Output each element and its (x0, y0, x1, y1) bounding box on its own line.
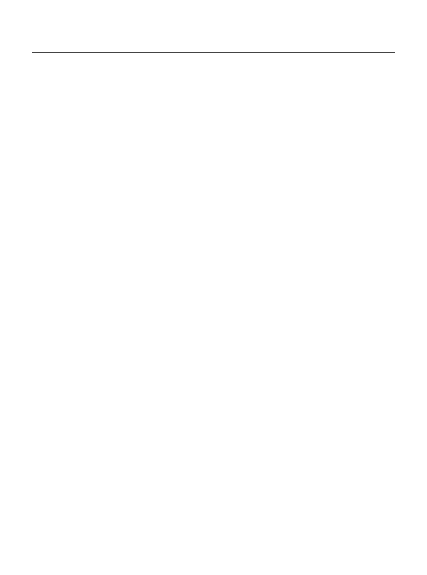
reference-entry (34, 86, 204, 112)
reference-line (241, 210, 394, 216)
reference-number (34, 112, 51, 138)
reference-text (241, 236, 394, 255)
reference-line (241, 268, 394, 274)
reference-line (51, 261, 204, 267)
reference-line (241, 112, 394, 118)
reference-entry (224, 177, 394, 196)
reference-entry (34, 138, 204, 164)
reference-number (34, 216, 51, 242)
reference-text (241, 256, 394, 275)
reference-text (241, 275, 394, 294)
reference-entry (224, 158, 394, 177)
reference-line (51, 131, 204, 137)
reference-number (224, 119, 241, 138)
reference-text (51, 242, 204, 268)
reference-line (241, 171, 394, 177)
reference-text (51, 190, 204, 216)
reference-entry (224, 80, 394, 99)
reference-entry (224, 236, 394, 255)
reference-line (51, 209, 204, 215)
reference-entry (34, 268, 204, 294)
reference-entry (224, 138, 394, 157)
reference-text (241, 197, 394, 216)
reference-number (34, 164, 51, 190)
reference-number (224, 80, 241, 99)
reference-text (51, 164, 204, 190)
reference-text (241, 80, 394, 99)
reference-number (224, 256, 241, 275)
reference-text (51, 112, 204, 138)
reference-number (34, 190, 51, 216)
reference-line (241, 288, 394, 294)
reference-column-right (224, 60, 394, 295)
reference-entry (34, 164, 204, 190)
reference-entry (224, 119, 394, 138)
reference-number (224, 158, 241, 177)
reference-entry (34, 216, 204, 242)
reference-entry (224, 60, 394, 79)
reference-number (34, 138, 51, 164)
reference-column-left (34, 60, 204, 294)
reference-entry (224, 217, 394, 236)
reference-number (224, 197, 241, 216)
reference-number (224, 236, 241, 255)
reference-entry (34, 190, 204, 216)
reference-line (51, 79, 204, 85)
reference-line (241, 92, 394, 98)
reference-number (224, 138, 241, 157)
reference-line (241, 190, 394, 196)
reference-entry (224, 275, 394, 294)
header-rule (32, 52, 395, 53)
reference-entry (224, 99, 394, 118)
reference-text (51, 216, 204, 242)
reference-line (51, 157, 204, 163)
reference-number (34, 268, 51, 294)
reference-line (51, 183, 204, 189)
reference-text (51, 86, 204, 112)
reference-text (241, 99, 394, 118)
reference-line (241, 151, 394, 157)
reference-entry (34, 242, 204, 268)
reference-number (224, 99, 241, 118)
reference-line (51, 235, 204, 241)
reference-line (51, 287, 204, 293)
reference-text (51, 60, 204, 86)
reference-entry (34, 112, 204, 138)
reference-line (241, 131, 394, 137)
reference-number (224, 275, 241, 294)
reference-text (241, 60, 394, 79)
reference-entry (34, 60, 204, 86)
reference-number (224, 60, 241, 79)
reference-number (224, 177, 241, 196)
reference-number (34, 86, 51, 112)
reference-number (224, 217, 241, 236)
reference-text (241, 119, 394, 138)
reference-text (241, 138, 394, 157)
reference-text (241, 217, 394, 236)
reference-text (51, 268, 204, 294)
reference-number (34, 242, 51, 268)
reference-number (34, 60, 51, 86)
reference-text (241, 158, 394, 177)
reference-line (241, 249, 394, 255)
reference-text (51, 138, 204, 164)
reference-entry (224, 197, 394, 216)
reference-entry (224, 256, 394, 275)
reference-text (241, 177, 394, 196)
reference-line (241, 229, 394, 235)
reference-line (51, 105, 204, 111)
reference-line (241, 73, 394, 79)
